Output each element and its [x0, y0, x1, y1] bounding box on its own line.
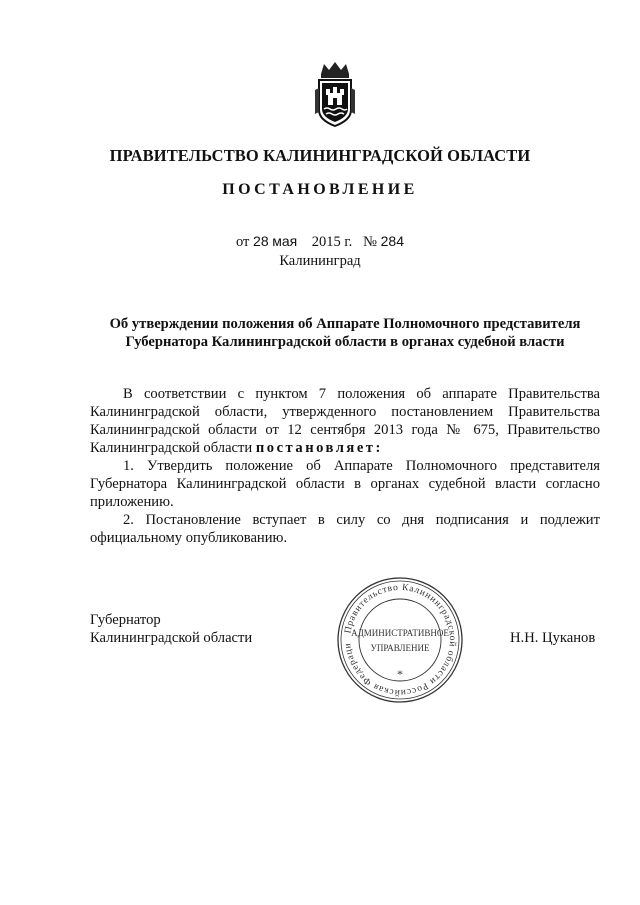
seal-center-line-1: АДМИНИСТРАТИВНОЕ — [351, 628, 449, 638]
date-month: мая — [272, 233, 298, 249]
date-line — [0, 233, 640, 251]
official-seal — [335, 575, 465, 705]
document-number: 284 — [380, 233, 404, 249]
preamble-text: В соответствии с пунктом 7 положения об аппарате Правительства Калининградской области, утвержденного постановлением Правительства Калининградской области от 12 сентября 2013 года № 675, Правительство Калининградской области — [90, 386, 600, 456]
seal-outer-text: Правительство Калининградской области Российская Федераци — [343, 582, 458, 698]
paragraph-item-1: 1. Утвердить положение об Аппарате Полномочного представителя Губернатора Калининградской области в органах судебной власти согласно приложению. — [90, 458, 600, 510]
government-name: ПРАВИТЕЛЬСТВО КАЛИНИНГРАДСКОЙ ОБЛАСТИ — [109, 146, 531, 165]
paragraph-item-2: 2. Постановление вступает в силу со дня подписания и подлежит официальному опубликованию. — [90, 512, 600, 546]
seal-center-line-2: УПРАВЛЕНИЕ — [370, 643, 430, 653]
number-sign: № — [363, 234, 378, 250]
date-year: 2015 г. — [311, 234, 353, 250]
city: Калининград — [279, 253, 361, 269]
date-prefix: от — [236, 234, 250, 250]
signatory-title-line-2: Калининградской области — [90, 630, 253, 646]
coat-of-arms-icon — [313, 60, 357, 130]
seal-star-icon: * — [397, 667, 403, 681]
resolves-word: постановляет: — [255, 440, 383, 456]
signatory-title-line-1: Губернатор — [90, 612, 161, 628]
document-title-line-2: Губернатора Калининградской области в органах судебной власти — [125, 334, 565, 350]
document-title-line-1: Об утверждении положения об Аппарате Полномочного представителя — [109, 316, 581, 332]
signatory-name: Н.Н. Цуканов — [510, 630, 596, 646]
document-type: ПОСТАНОВЛЕНИЕ — [222, 181, 418, 198]
date-day: 28 — [253, 233, 269, 249]
paragraph-preamble — [90, 385, 600, 457]
